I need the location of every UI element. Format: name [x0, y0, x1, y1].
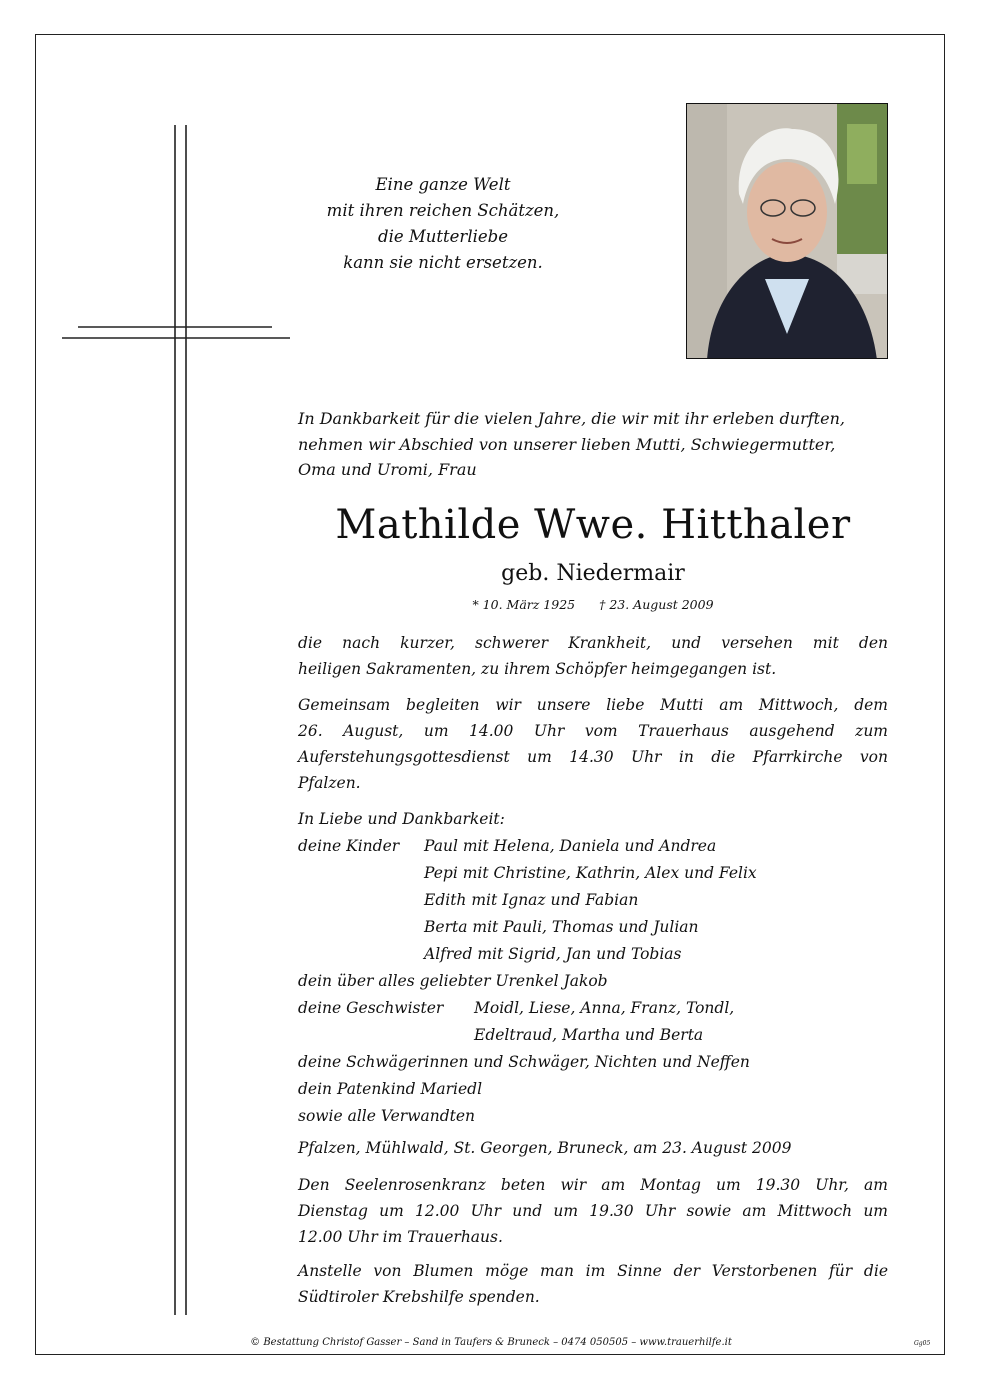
- passing-line: die nach kurzer, schwerer Krankheit, und versehen mit den: [298, 634, 888, 652]
- rosary-line: Den Seelenrosenkranz beten wir am Montag um 19.30 Uhr, am: [298, 1176, 888, 1194]
- child-entry: Edith mit Ignaz und Fabian: [424, 891, 639, 909]
- child-entry: Paul mit Helena, Daniela und Andrea: [424, 837, 717, 855]
- siblings-label: deine Geschwister: [298, 999, 444, 1017]
- passing-line: heiligen Sakramenten, zu ihrem Schöpfer heimgegangen ist.: [298, 660, 777, 678]
- funeral-line: Auferstehungsgottesdienst um 14.30 Uhr in die Pfarrkirche von: [298, 748, 888, 766]
- life-dates: [298, 596, 888, 614]
- family-list: [298, 806, 888, 1130]
- motto-verse: [318, 172, 568, 276]
- motto-line: mit ihren reichen Schätzen,: [326, 201, 560, 220]
- greatgrandchild: dein über alles geliebter Urenkel Jakob: [298, 972, 608, 990]
- siblings-entry: Moidl, Liese, Anna, Franz, Tondl,: [474, 999, 735, 1017]
- deceased-name: Mathilde Wwe. Hitthaler: [335, 502, 851, 548]
- birth-date: * 10. März 1925: [472, 597, 576, 612]
- death-date: † 23. August 2009: [599, 597, 714, 612]
- intro-line: Oma und Uromi, Frau: [298, 460, 477, 479]
- cross-icon: [60, 125, 292, 1315]
- intro-text: [298, 406, 898, 483]
- motto-line: die Mutterliebe: [378, 227, 508, 246]
- siblings-entry: Edeltraud, Martha und Berta: [474, 1026, 704, 1044]
- relatives: sowie alle Verwandten: [298, 1107, 476, 1125]
- child-entry: Pepi mit Christine, Kathrin, Alex und Felix: [424, 864, 757, 882]
- maiden-name: geb. Niedermair: [501, 561, 685, 586]
- donation-line: Südtiroler Krebshilfe spenden.: [298, 1288, 540, 1306]
- intro-line: nehmen wir Abschied von unserer lieben Mutti, Schwiegermutter,: [298, 434, 836, 454]
- rosary-line: Dienstag um 12.00 Uhr und um 19.30 Uhr sowie am Mittwoch um: [298, 1202, 888, 1220]
- portrait-photo: [686, 103, 888, 359]
- funeral-line: 26. August, um 14.00 Uhr vom Trauerhaus ausgehend zum: [298, 722, 888, 740]
- funeral-line: Pfalzen.: [298, 774, 361, 792]
- footer-credit: © Bestattung Christof Gasser – Sand in Taufers & Bruneck – 0474 050505 – www.trauerhilfe.it: [250, 1337, 732, 1348]
- place-date: [298, 1135, 888, 1161]
- family-heading: In Liebe und Dankbarkeit:: [298, 810, 505, 828]
- motto-line: Eine ganze Welt: [375, 175, 511, 194]
- rosary-line: 12.00 Uhr im Trauerhaus.: [298, 1228, 503, 1246]
- child-entry: Berta mit Pauli, Thomas und Julian: [424, 918, 699, 936]
- inlaws: deine Schwägerinnen und Schwäger, Nichten und Neffen: [298, 1053, 750, 1071]
- passing-text: [298, 630, 888, 682]
- funeral-text: [298, 692, 888, 796]
- godchild: dein Patenkind Mariedl: [298, 1080, 483, 1098]
- donation-text: [298, 1258, 888, 1310]
- children-label: deine Kinder: [298, 837, 400, 855]
- place-date-line: Pfalzen, Mühlwald, St. Georgen, Bruneck, am 23. August 2009: [298, 1139, 792, 1157]
- intro-line: In Dankbarkeit für die vielen Jahre, die wir mit ihr erleben durften,: [298, 409, 845, 428]
- rosary-text: [298, 1172, 888, 1250]
- document-code: Gg05: [914, 1340, 931, 1347]
- motto-line: kann sie nicht ersetzen.: [343, 253, 543, 272]
- funeral-line: Gemeinsam begleiten wir unsere liebe Mutti am Mittwoch, dem: [298, 696, 888, 714]
- donation-line: Anstelle von Blumen möge man im Sinne der Verstorbenen für die: [298, 1262, 888, 1280]
- child-entry: Alfred mit Sigrid, Jan und Tobias: [424, 945, 682, 963]
